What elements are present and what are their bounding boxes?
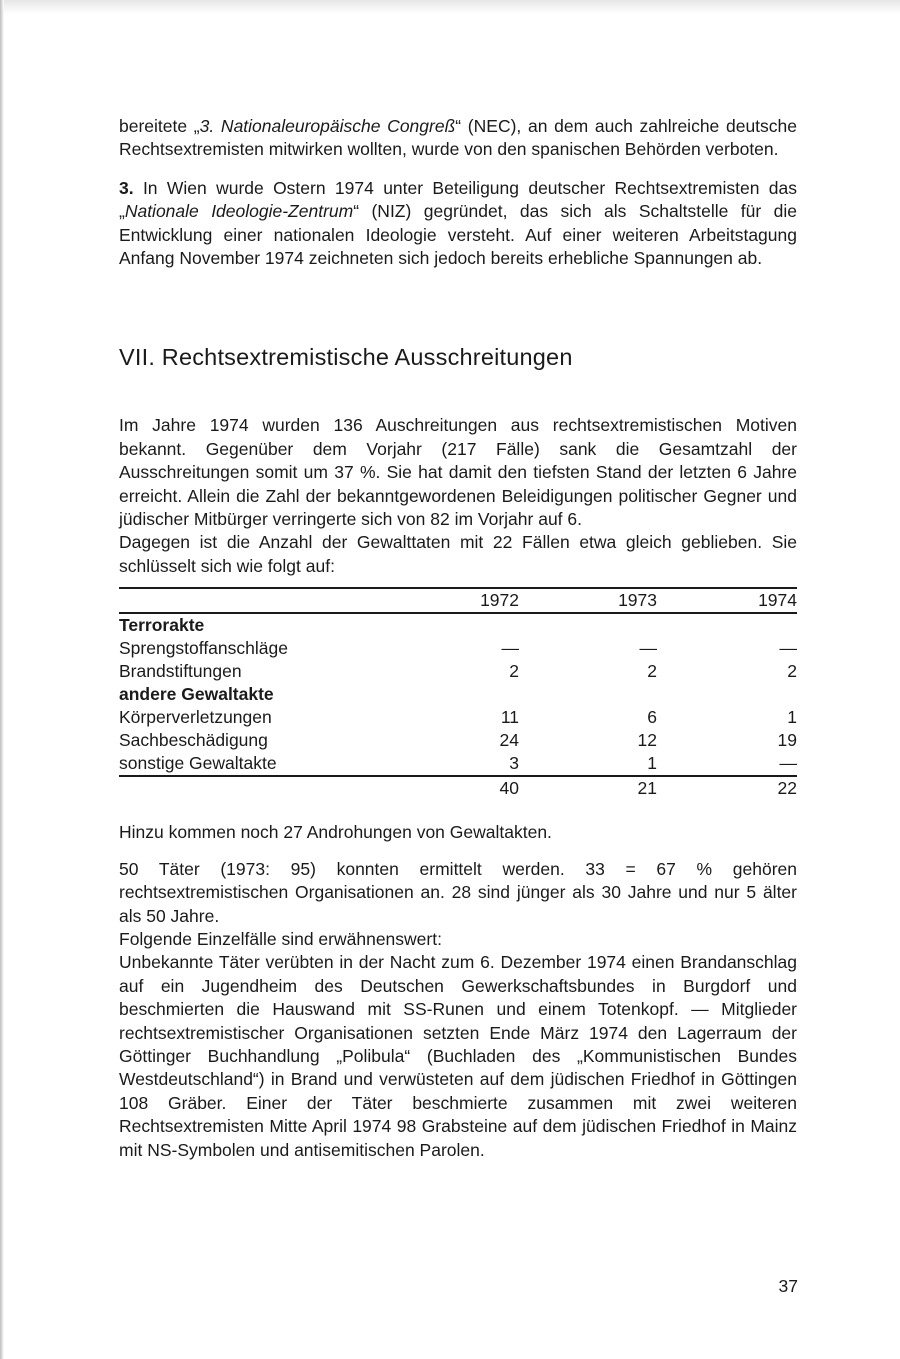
paragraph-statistics: Im Jahre 1974 wurden 136 Auschreitungen aus rechtsextremistischen Motiven bekannt. Gegenüber dem Vorjahr (217 Fälle) sank die Gesamtzahl der Ausschreitungen somit um 37 %. Sie hat damit den tiefsten Stand der letzten 6 Jahre erreicht. Allein die Zahl der bekanntgewordenen Beleidigungen politischer Gegner und jüdischer Mitbürger verringerte sich von 82 im Vorjahr auf 6.	[119, 415, 797, 530]
table-row	[119, 729, 797, 752]
table-category-row	[119, 683, 797, 706]
paragraph-threats: Hinzu kommen noch 27 Androhungen von Gewaltakten.	[119, 822, 552, 843]
year-header: 1972	[429, 588, 519, 613]
table-cell: 3	[509, 753, 519, 774]
row-label: Sprengstoffanschläge	[119, 638, 288, 659]
table-row	[119, 637, 797, 660]
total-cell: 40	[429, 776, 519, 800]
table-cell: 2	[647, 661, 657, 682]
table-cell: 2	[787, 661, 797, 682]
table-cell: —	[779, 753, 797, 774]
paragraph-nec: bereitete „3. Nationaleuropäische Congreß“ (NEC), an dem auch zahlreiche deutsche Rechtsextremisten mitwirken wollten, wurde von den spanischen Behörden verboten.	[119, 116, 798, 160]
total-cell: 22	[657, 776, 797, 800]
table-cell: 6	[647, 707, 657, 728]
year-header: 1973	[519, 588, 657, 613]
document-page	[119, 115, 797, 1162]
table-row	[119, 660, 797, 683]
table-total-row	[119, 776, 797, 800]
table-cell: 1	[647, 753, 657, 774]
table-category-row	[119, 613, 797, 637]
table-cell: 1	[787, 707, 797, 728]
row-label: sonstige Gewaltakte	[119, 753, 277, 774]
paragraph-niz: 3. In Wien wurde Ostern 1974 unter Beteiligung deutscher Rechtsextremisten das „Nationale Ideologie-Zentrum“ (NIZ) gegründet, das sich als Schaltstelle für die Entwicklung einer nationalen Ideologie versteht. Auf einer weiteren Arbeitstagung Anfang November 1974 zeichneten sich jedoch bereits erhebliche Spannungen ab.	[119, 177, 797, 269]
page-number: 37	[778, 1276, 798, 1296]
scan-edge-left	[0, 0, 4, 1359]
table-cell: 12	[637, 730, 657, 751]
table-row	[119, 706, 797, 729]
nec-title: 3. Nationaleuropäische Congreß	[199, 116, 456, 136]
table-cell: —	[639, 638, 657, 659]
row-label: Brandstiftungen	[119, 661, 242, 682]
row-label: Sachbeschädigung	[119, 730, 268, 751]
paragraph-cases: Unbekannte Täter verübten in der Nacht zum 6. Dezember 1974 einen Brandanschlag auf ein Jugendheim des Deutschen Gewerkschaftsbundes in Burgdorf und beschmierten die Hauswand mit SS-Runen und einem Totenkopf. — Mitglieder rechtsextremistischer Organisationen setzten Ende März 1974 den Lagerraum der Göttinger Buchhandlung „Polibula“ (Buchladen des „Kommunistischen Bundes Westdeutschland“) in Brand und verwüsteten auf dem jüdischen Friedhof in Göttingen 108 Gräber. Einer der Täter beschmierte zusammen mit zwei weiteren Rechtsextremisten Mitte April 1974 98 Grabsteine auf dem jüdischen Friedhof in Mainz mit NS-Symbolen und antisemitischen Parolen.	[119, 952, 797, 1160]
section-heading: VII. Rechtsextremistische Ausschreitungen	[119, 344, 573, 371]
table-header-row	[119, 588, 797, 613]
year-header: 1974	[657, 588, 797, 613]
table-cell: 19	[777, 730, 797, 751]
niz-title: Nationale Ideologie-Zentrum	[124, 201, 354, 222]
table-row	[119, 752, 797, 776]
row-label: Körperverletzungen	[119, 707, 272, 728]
paragraph-number: 3.	[119, 177, 134, 198]
paragraph-violence: Dagegen ist die Anzahl der Gewalttaten mit 22 Fällen etwa gleich geblieben. Sie schlüsselt sich wie folgt auf:	[119, 532, 797, 576]
table-cell: —	[501, 638, 519, 659]
table-cell: 11	[500, 707, 519, 728]
table-cell: 24	[499, 730, 519, 751]
total-cell: 21	[519, 776, 657, 800]
scan-edge-top	[0, 0, 900, 14]
table-cell: 2	[509, 661, 519, 682]
violence-table	[119, 587, 797, 800]
category-label: andere Gewaltakte	[119, 684, 274, 705]
paragraph-cases-intro: Folgende Einzelfälle sind erwähnenswert:	[119, 928, 442, 949]
table-cell: —	[779, 638, 797, 659]
category-label: Terrorakte	[119, 615, 205, 636]
paragraph-perpetrators: 50 Täter (1973: 95) konnten ermittelt werden. 33 = 67 % gehören rechtsextremistischen Organisationen an. 28 sind jünger als 30 Jahre und nur 5 älter als 50 Jahre.	[119, 858, 797, 926]
